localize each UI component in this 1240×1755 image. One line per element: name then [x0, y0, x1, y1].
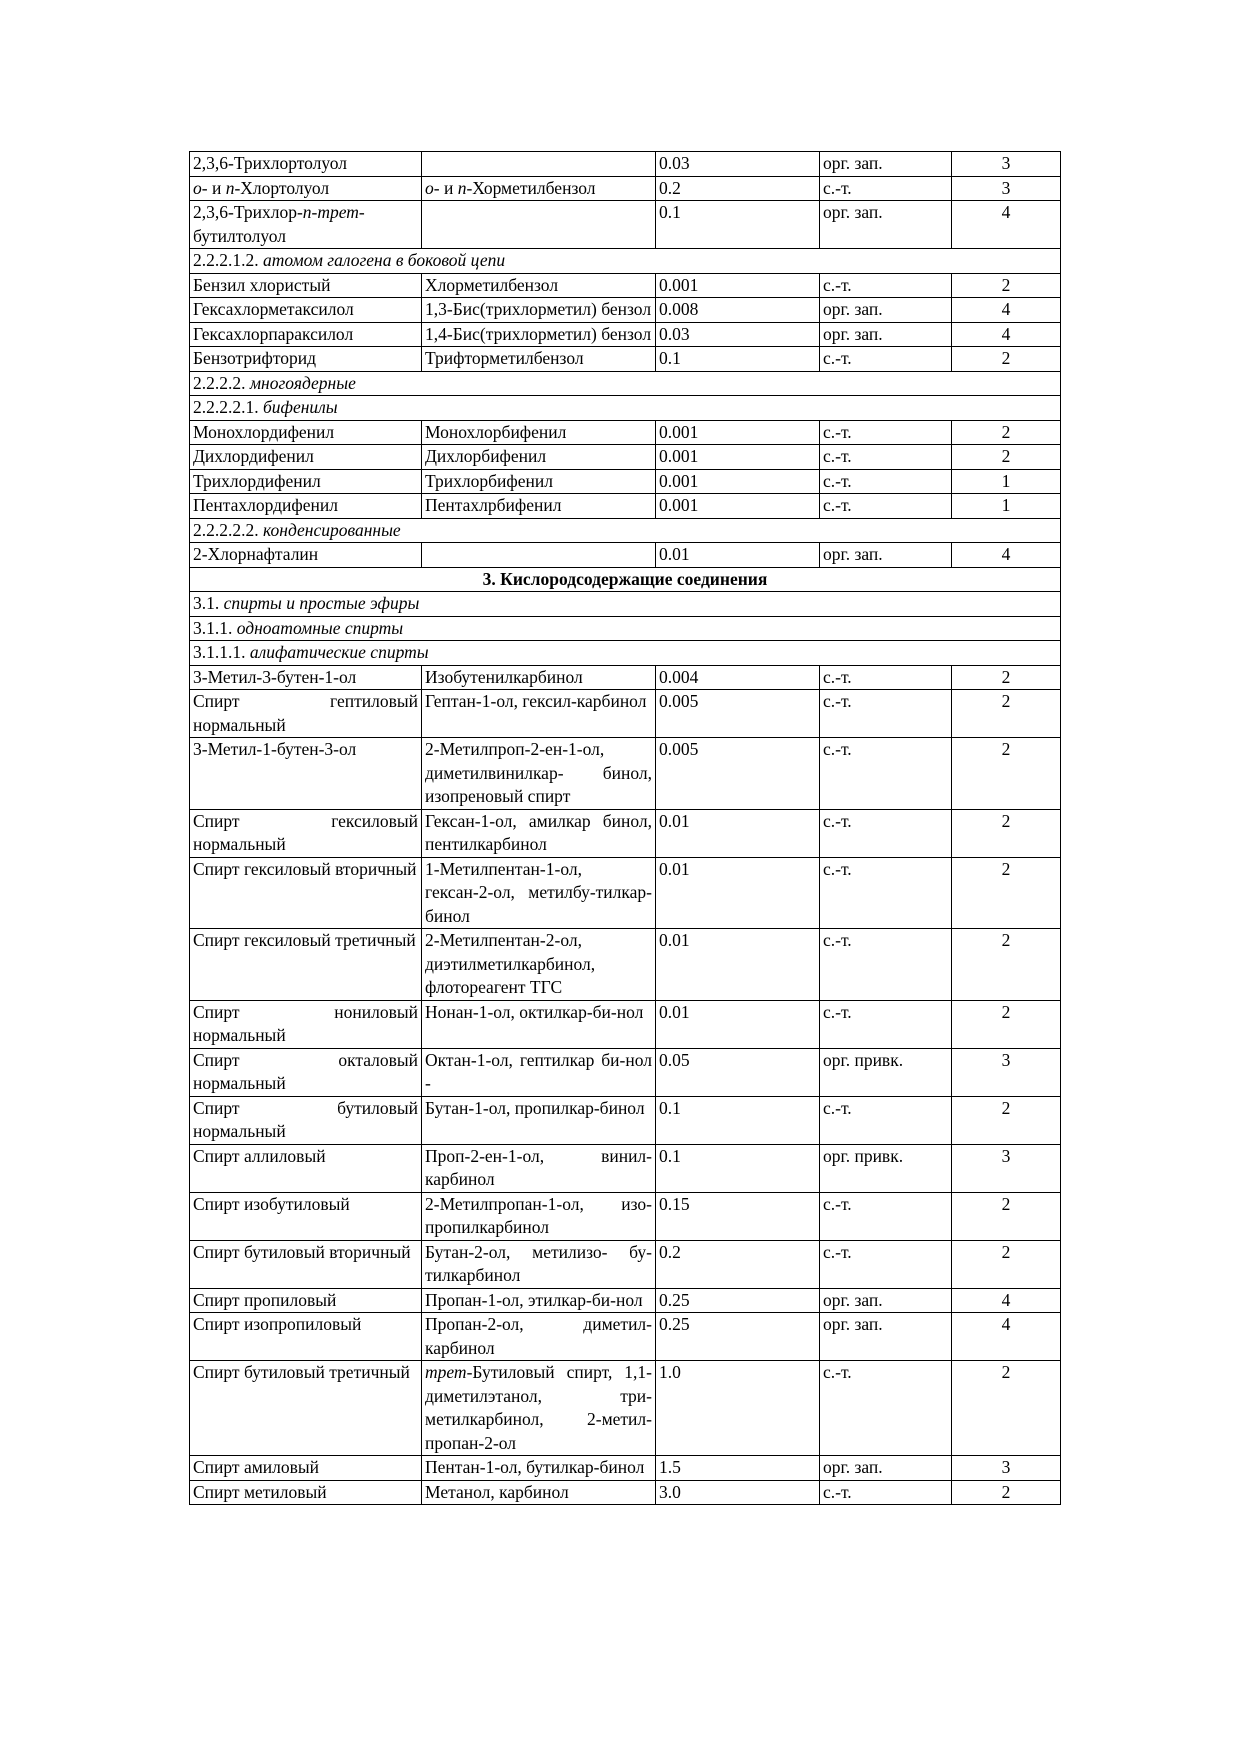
substance-name: 2,3,6-Трихлор-n-трет- бутилтолуол	[190, 201, 422, 249]
hazard-class: 2	[952, 665, 1061, 690]
limit-value: 0.008	[656, 298, 820, 323]
table-row	[190, 1096, 1061, 1144]
hazard-class: 2	[952, 857, 1061, 929]
harm-indicator: с.-т.	[820, 1000, 952, 1048]
harm-indicator: орг. зап.	[820, 543, 952, 568]
table-row	[190, 1313, 1061, 1361]
hazard-class: 4	[952, 298, 1061, 323]
harm-indicator: с.-т.	[820, 929, 952, 1001]
substance-name: Спирт амиловый	[190, 1456, 422, 1481]
table-row	[190, 857, 1061, 929]
limit-value: 0.1	[656, 1144, 820, 1192]
synonyms: Изобутенилкарбинол	[422, 665, 656, 690]
synonyms: трет-Бутиловый спирт, 1,1-диметилэтанол, три-метилкарбинол, 2-метил-пропан-2-ол	[422, 1361, 656, 1456]
limit-value: 1.0	[656, 1361, 820, 1456]
harm-indicator: с.-т.	[820, 273, 952, 298]
synonyms: 2-Метилпропан-1-ол, изо-пропилкарбинол	[422, 1192, 656, 1240]
table-row	[190, 273, 1061, 298]
section-title: 3.1.1.1. алифатические спирты	[190, 641, 1061, 666]
limit-value: 0.01	[656, 809, 820, 857]
table-row	[190, 1361, 1061, 1456]
substance-name: Гексахлорпараксилол	[190, 322, 422, 347]
harm-indicator: с.-т.	[820, 445, 952, 470]
substance-name: Спирт гексиловый вторичный	[190, 857, 422, 929]
harm-indicator: с.-т.	[820, 420, 952, 445]
substance-name: 3-Метил-3-бутен-1-ол	[190, 665, 422, 690]
limit-value: 0.2	[656, 1240, 820, 1288]
synonyms: Метанол, карбинол	[422, 1480, 656, 1505]
substance-name: Монохлордифенил	[190, 420, 422, 445]
synonyms: Бутан-1-ол, пропилкар-бинол	[422, 1096, 656, 1144]
hazard-class: 4	[952, 1313, 1061, 1361]
hazard-class: 3	[952, 1456, 1061, 1481]
substance-name: Спирт метиловый	[190, 1480, 422, 1505]
substance-name: Спирт гексиловый нормальный	[190, 809, 422, 857]
synonyms: 1,4-Бис(трихлорметил) бензол	[422, 322, 656, 347]
harm-indicator: с.-т.	[820, 1096, 952, 1144]
hazard-class: 3	[952, 152, 1061, 177]
limit-value: 0.001	[656, 420, 820, 445]
section-heading: 3. Кислородсодержащие соединения	[190, 567, 1061, 592]
limit-value: 0.25	[656, 1313, 820, 1361]
substance-name: Бензотрифторид	[190, 347, 422, 372]
limit-value: 0.01	[656, 543, 820, 568]
synonyms: 1-Метилпентан-1-ол, гексан-2-ол, метилбу-тилкар-бинол	[422, 857, 656, 929]
harm-indicator: орг. зап.	[820, 298, 952, 323]
table-row	[190, 445, 1061, 470]
hazard-class: 4	[952, 1288, 1061, 1313]
limit-value: 0.01	[656, 929, 820, 1001]
harm-indicator: с.-т.	[820, 738, 952, 810]
limit-value: 1.5	[656, 1456, 820, 1481]
hazard-class: 4	[952, 322, 1061, 347]
table-row	[190, 1048, 1061, 1096]
synonyms	[422, 543, 656, 568]
synonyms: 2-Метилпроп-2-ен-1-ол, диметилвинилкар- бинол, изопреновый спирт	[422, 738, 656, 810]
table-row	[190, 347, 1061, 372]
harm-indicator: с.-т.	[820, 494, 952, 519]
synonyms: Октан-1-ол, гептилкар би-нол -	[422, 1048, 656, 1096]
table-row	[190, 1144, 1061, 1192]
limit-value: 0.25	[656, 1288, 820, 1313]
limit-value: 0.001	[656, 445, 820, 470]
limit-value: 0.2	[656, 176, 820, 201]
synonyms: о- и n-Хорметилбензол	[422, 176, 656, 201]
hazard-class: 4	[952, 543, 1061, 568]
table-row	[190, 1456, 1061, 1481]
limit-value: 0.001	[656, 494, 820, 519]
limit-value: 0.1	[656, 1096, 820, 1144]
harm-indicator: орг. привк.	[820, 1048, 952, 1096]
table-row	[190, 322, 1061, 347]
limit-value: 0.005	[656, 738, 820, 810]
limit-value: 0.15	[656, 1192, 820, 1240]
hazard-class: 2	[952, 929, 1061, 1001]
table-row	[190, 809, 1061, 857]
synonyms: Пентахлрбифенил	[422, 494, 656, 519]
synonyms	[422, 201, 656, 249]
substance-name: Дихлордифенил	[190, 445, 422, 470]
harm-indicator: орг. зап.	[820, 1313, 952, 1361]
limit-value: 0.005	[656, 690, 820, 738]
synonyms: Проп-2-ен-1-ол, винил-карбинол	[422, 1144, 656, 1192]
limit-value: 0.05	[656, 1048, 820, 1096]
harm-indicator: орг. зап.	[820, 322, 952, 347]
hazard-class: 3	[952, 176, 1061, 201]
harm-indicator: орг. зап.	[820, 1456, 952, 1481]
section-row	[190, 249, 1061, 274]
table-row	[190, 1240, 1061, 1288]
harm-indicator: с.-т.	[820, 347, 952, 372]
synonyms: Монохлорбифенил	[422, 420, 656, 445]
section-row	[190, 396, 1061, 421]
section-title: 3.1.1. одноатомные спирты	[190, 616, 1061, 641]
substance-name: Спирт изобутиловый	[190, 1192, 422, 1240]
substance-name: Спирт изопропиловый	[190, 1313, 422, 1361]
limit-value: 0.1	[656, 347, 820, 372]
synonyms: Дихлорбифенил	[422, 445, 656, 470]
hazard-class: 2	[952, 809, 1061, 857]
limit-value: 0.01	[656, 857, 820, 929]
hazard-class: 3	[952, 1048, 1061, 1096]
hazard-class: 2	[952, 690, 1061, 738]
hazard-class: 2	[952, 420, 1061, 445]
substance-name: Спирт пропиловый	[190, 1288, 422, 1313]
limit-value: 0.03	[656, 152, 820, 177]
harm-indicator: с.-т.	[820, 809, 952, 857]
section-row	[190, 518, 1061, 543]
synonyms: Гексан-1-ол, амилкар бинол, пентилкарбинол	[422, 809, 656, 857]
hazard-class: 1	[952, 469, 1061, 494]
harm-indicator: с.-т.	[820, 690, 952, 738]
synonyms: Трифторметилбензол	[422, 347, 656, 372]
substance-name: Трихлордифенил	[190, 469, 422, 494]
synonyms: Пентан-1-ол, бутилкар-бинол	[422, 1456, 656, 1481]
synonyms: 2-Метилпентан-2-ол, диэтилметилкарбинол, флотореагент ТГС	[422, 929, 656, 1001]
hazard-class: 2	[952, 738, 1061, 810]
substance-name: Спирт аллиловый	[190, 1144, 422, 1192]
hazard-class: 1	[952, 494, 1061, 519]
heading-row	[190, 567, 1061, 592]
substance-name: Спирт гептиловый нормальный	[190, 690, 422, 738]
substance-name: Гексахлорметаксилол	[190, 298, 422, 323]
harm-indicator: с.-т.	[820, 665, 952, 690]
substance-name: 2,3,6-Трихлортолуол	[190, 152, 422, 177]
harm-indicator: с.-т.	[820, 1240, 952, 1288]
table-row	[190, 298, 1061, 323]
table-row	[190, 420, 1061, 445]
limit-value: 0.01	[656, 1000, 820, 1048]
limit-value: 0.03	[656, 322, 820, 347]
hazard-class: 2	[952, 1000, 1061, 1048]
table-row	[190, 469, 1061, 494]
harm-indicator: с.-т.	[820, 176, 952, 201]
hazard-class: 3	[952, 1144, 1061, 1192]
hazard-class: 4	[952, 201, 1061, 249]
synonyms: 1,3-Бис(трихлорметил) бензол	[422, 298, 656, 323]
harm-indicator: орг. зап.	[820, 201, 952, 249]
limit-value: 0.1	[656, 201, 820, 249]
synonyms	[422, 152, 656, 177]
hazard-class: 2	[952, 1480, 1061, 1505]
synonyms: Пропан-2-ол, диметил-карбинол	[422, 1313, 656, 1361]
synonyms: Нонан-1-ол, октилкар-би-нол	[422, 1000, 656, 1048]
section-row	[190, 371, 1061, 396]
hazard-class: 2	[952, 1240, 1061, 1288]
substance-name: Спирт бутиловый вторичный	[190, 1240, 422, 1288]
substance-name: 2-Хлорнафталин	[190, 543, 422, 568]
substance-name: Спирт бутиловый нормальный	[190, 1096, 422, 1144]
table-row	[190, 665, 1061, 690]
section-title: 3.1. спирты и простые эфиры	[190, 592, 1061, 617]
table-row	[190, 1288, 1061, 1313]
substance-name: Пентахлордифенил	[190, 494, 422, 519]
harm-indicator: с.-т.	[820, 857, 952, 929]
table-row	[190, 929, 1061, 1001]
harm-indicator: с.-т.	[820, 1480, 952, 1505]
synonyms: Трихлорбифенил	[422, 469, 656, 494]
section-row	[190, 641, 1061, 666]
harm-indicator: орг. привк.	[820, 1144, 952, 1192]
substance-name: Спирт бутиловый третичный	[190, 1361, 422, 1456]
substances-table	[189, 151, 1061, 1505]
synonyms: Гептан-1-ол, гексил-карбинол	[422, 690, 656, 738]
harm-indicator: орг. зап.	[820, 152, 952, 177]
hazard-class: 2	[952, 1096, 1061, 1144]
harm-indicator: с.-т.	[820, 1192, 952, 1240]
table-row	[190, 738, 1061, 810]
substance-name: о- и n-Хлортолуол	[190, 176, 422, 201]
section-title: 2.2.2.2.1. бифенилы	[190, 396, 1061, 421]
harm-indicator: с.-т.	[820, 1361, 952, 1456]
section-row	[190, 616, 1061, 641]
section-row	[190, 592, 1061, 617]
hazard-class: 2	[952, 347, 1061, 372]
hazard-class: 2	[952, 273, 1061, 298]
hazard-class: 2	[952, 1192, 1061, 1240]
hazard-class: 2	[952, 445, 1061, 470]
harm-indicator: с.-т.	[820, 469, 952, 494]
limit-value: 3.0	[656, 1480, 820, 1505]
substance-name: Спирт гексиловый третичный	[190, 929, 422, 1001]
synonyms: Хлорметилбензол	[422, 273, 656, 298]
substance-name: Бензил хлористый	[190, 273, 422, 298]
limit-value: 0.001	[656, 469, 820, 494]
limit-value: 0.001	[656, 273, 820, 298]
table-row	[190, 152, 1061, 177]
table-row	[190, 176, 1061, 201]
section-title: 2.2.2.2. многоядерные	[190, 371, 1061, 396]
table-row	[190, 543, 1061, 568]
harm-indicator: орг. зап.	[820, 1288, 952, 1313]
substance-name: Спирт нониловый нормальный	[190, 1000, 422, 1048]
section-title: 2.2.2.2.2. конденсированные	[190, 518, 1061, 543]
synonyms: Бутан-2-ол, метилизо- бу-тилкарбинол	[422, 1240, 656, 1288]
synonyms: Пропан-1-ол, этилкар-би-нол	[422, 1288, 656, 1313]
table-row	[190, 201, 1061, 249]
limit-value: 0.004	[656, 665, 820, 690]
table-row	[190, 1480, 1061, 1505]
substance-name: 3-Метил-1-бутен-3-ол	[190, 738, 422, 810]
table-row	[190, 1192, 1061, 1240]
table-row	[190, 494, 1061, 519]
hazard-class: 2	[952, 1361, 1061, 1456]
substance-name: Спирт окталовый нормальный	[190, 1048, 422, 1096]
table-row	[190, 1000, 1061, 1048]
section-title: 2.2.2.1.2. атомом галогена в боковой цепи	[190, 249, 1061, 274]
table-row	[190, 690, 1061, 738]
